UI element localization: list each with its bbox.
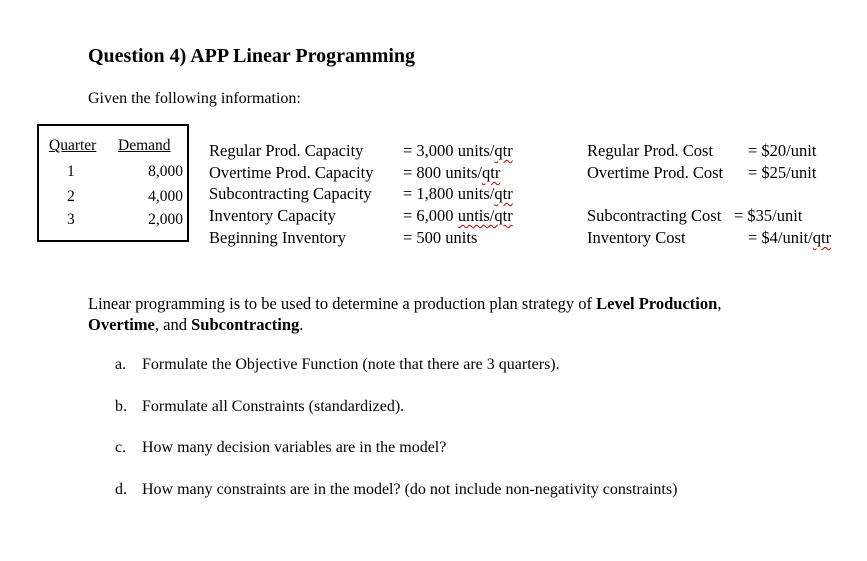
- quarter-header: Quarter: [49, 137, 97, 154]
- question-label: c.: [115, 439, 127, 456]
- question-text: Formulate all Constraints (standardized).: [142, 398, 405, 415]
- cost-label: Overtime Prod. Cost: [587, 163, 724, 182]
- cost-value: = $4/unit/qtr: [748, 228, 832, 247]
- capacity-value: = 1,800 units/qtr: [403, 184, 513, 203]
- capacity-value: = 6,000 untis/qtr: [403, 206, 513, 225]
- demand-cell: 2,000: [148, 211, 183, 228]
- intro-text: Given the following information:: [88, 90, 301, 107]
- quarter-cell: 1: [67, 163, 75, 180]
- question-item: [115, 356, 815, 376]
- demand-header: Demand: [118, 137, 171, 154]
- question-item: [115, 398, 815, 418]
- quarter-demand-table: [37, 124, 189, 242]
- question-label: d.: [115, 481, 127, 498]
- cost-value: = $25/unit: [748, 163, 817, 182]
- question-item: [115, 481, 815, 501]
- question-item: [115, 439, 815, 459]
- question-text: Formulate the Objective Function (note that there are 3 quarters).: [142, 356, 560, 373]
- problem-statement: Linear programming is to be used to determine a production plan strategy of Level Production, Overtime, and Subcontracting.: [88, 294, 722, 334]
- capacity-label: Regular Prod. Capacity: [209, 141, 364, 160]
- capacity-value: = 800 units/qtr: [403, 163, 501, 182]
- question-text: How many decision variables are in the model?: [142, 439, 447, 456]
- capacity-value: = 500 units: [403, 228, 478, 247]
- cost-value: = $20/unit: [748, 141, 817, 160]
- cost-label: Subcontracting Cost: [587, 206, 722, 225]
- cost-value: = $35/unit: [734, 206, 803, 225]
- capacity-label: Subcontracting Capacity: [209, 184, 372, 203]
- cost-label: Inventory Cost: [587, 228, 686, 247]
- question-label: b.: [115, 398, 127, 415]
- page-title: Question 4) APP Linear Programming: [88, 45, 416, 67]
- capacity-label: Inventory Capacity: [209, 206, 336, 225]
- quarter-cell: 3: [67, 211, 75, 228]
- question-text: How many constraints are in the model? (do not include non-negativity constraints): [142, 481, 678, 498]
- capacity-label: Overtime Prod. Capacity: [209, 163, 374, 182]
- question-label: a.: [115, 356, 127, 373]
- demand-cell: 4,000: [148, 188, 183, 205]
- demand-cell: 8,000: [148, 163, 183, 180]
- quarter-cell: 2: [67, 188, 75, 205]
- capacity-label: Beginning Inventory: [209, 228, 347, 247]
- capacity-value: = 3,000 units/qtr: [403, 141, 513, 160]
- cost-label: Regular Prod. Cost: [587, 141, 714, 160]
